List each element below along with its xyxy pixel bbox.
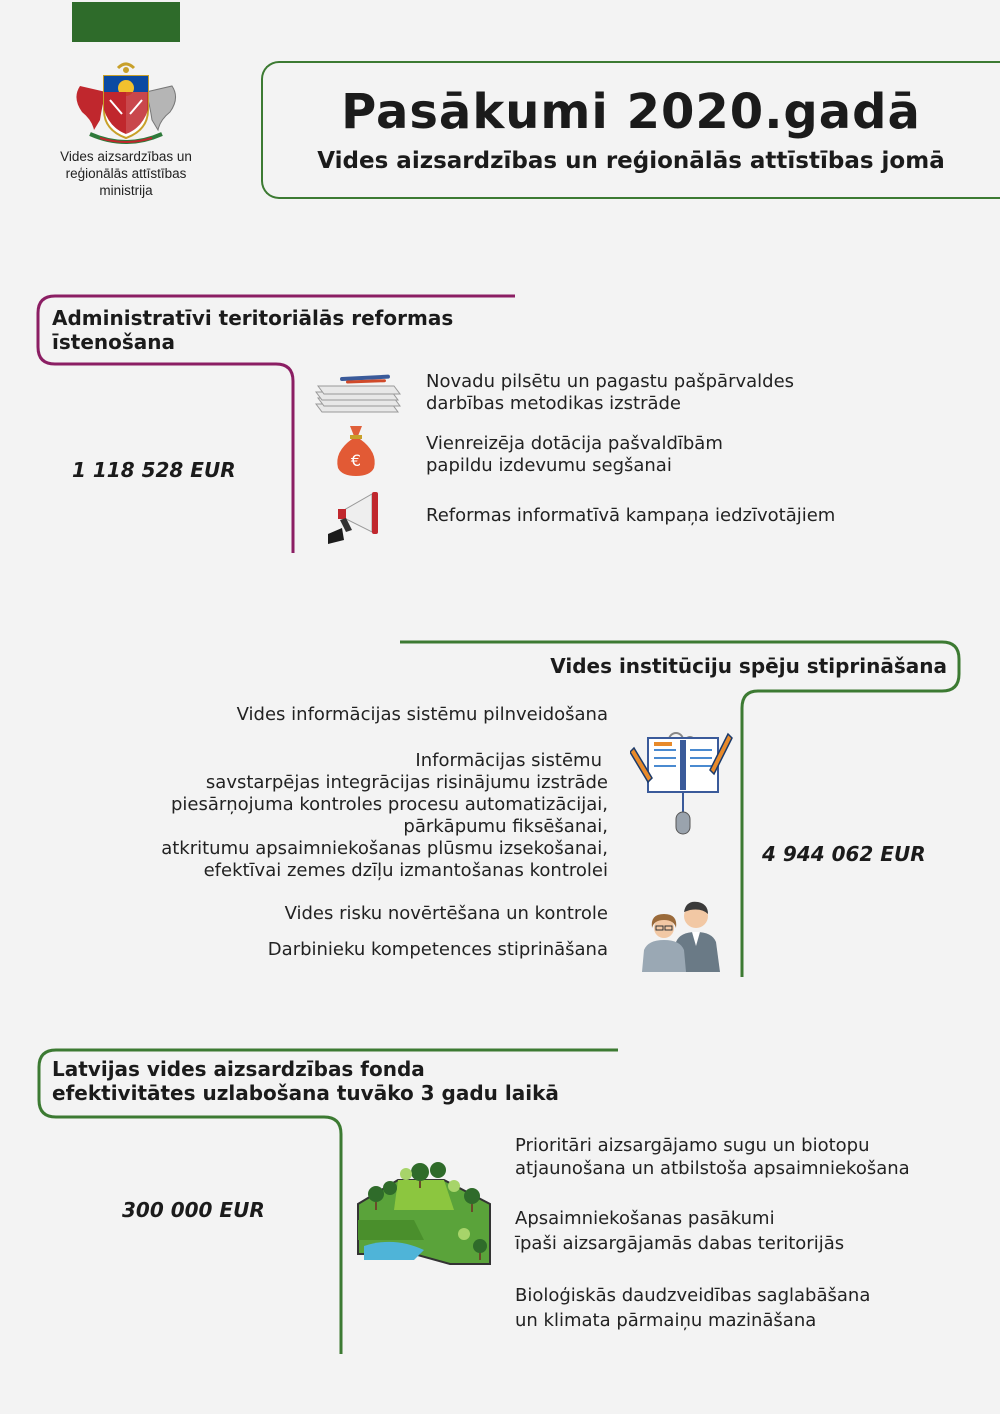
section-1-item-2: Vienreizēja dotācija pašvaldībām papildu izdevumu segšanai	[426, 433, 723, 476]
section-1-heading: Administratīvi teritoriālās reformas īstenošana	[52, 306, 454, 354]
section-2-item-3: Vides risku novērtēšana un kontrole	[284, 903, 608, 924]
page-title: Pasākumi 2020.gadā	[341, 84, 921, 140]
svg-text:€: €	[350, 451, 362, 470]
section-2-item-1: Vides informācijas sistēmu pilnveidošana	[236, 704, 608, 725]
section-2-amount: 4 944 062 EUR	[762, 842, 926, 866]
documents-icon	[312, 370, 402, 416]
section-1-amount: 1 118 528 EUR	[72, 458, 236, 482]
section-2-item-4: Darbinieku kompetences stiprināšana	[267, 939, 608, 960]
section-3-heading: Latvijas vides aizsardzības fonda efektivitātes uzlabošana tuvāko 3 gadu laikā	[52, 1057, 559, 1105]
nature-landscape-icon	[354, 1150, 494, 1268]
section-1-item-1: Novadu pilsētu un pagastu pašpārvaldes darbības metodikas izstrāde	[426, 371, 795, 414]
section-3-item-1: Prioritāri aizsargājamo sugu un biotopu atjaunošana un atbilstoša apsaimniekošana	[515, 1135, 910, 1179]
section-2-item-2: Informācijas sistēmu savstarpējas integrācijas risinājumu izstrāde piesārņojuma kontroles procesu automatizācijai, pārkāpumu fiksēšanai, atkritumu apsaimniekošanas plūsmu izsekošanai, efektīvai zemes dzīļu izmantošanas kontrolei	[161, 750, 608, 881]
megaphone-icon	[326, 488, 388, 546]
section-3-item-3: Bioloģiskās daudzveidības saglabāšana un klimata pārmaiņu mazināšana	[515, 1285, 871, 1331]
ministry-name: Vides aizsardzības un reģionālās attīstības ministrija	[60, 149, 192, 198]
it-system-icon	[630, 728, 736, 836]
money-bag-icon	[332, 422, 380, 478]
section-2-heading: Vides institūciju spēju stiprināšana	[550, 654, 947, 678]
section-3-amount: 300 000 EUR	[122, 1198, 265, 1222]
people-icon	[640, 898, 728, 972]
section-3-item-2: Apsaimniekošanas pasākumi īpaši aizsargājamās dabas teritorijās	[515, 1208, 845, 1254]
brand-color-bar	[72, 2, 180, 42]
section-1-item-3: Reformas informatīvā kampaņa iedzīvotājiem	[426, 505, 836, 526]
coat-of-arms-logo	[70, 58, 182, 148]
page-subtitle: Vides aizsardzības un reģionālās attīstības jomā	[317, 148, 945, 174]
